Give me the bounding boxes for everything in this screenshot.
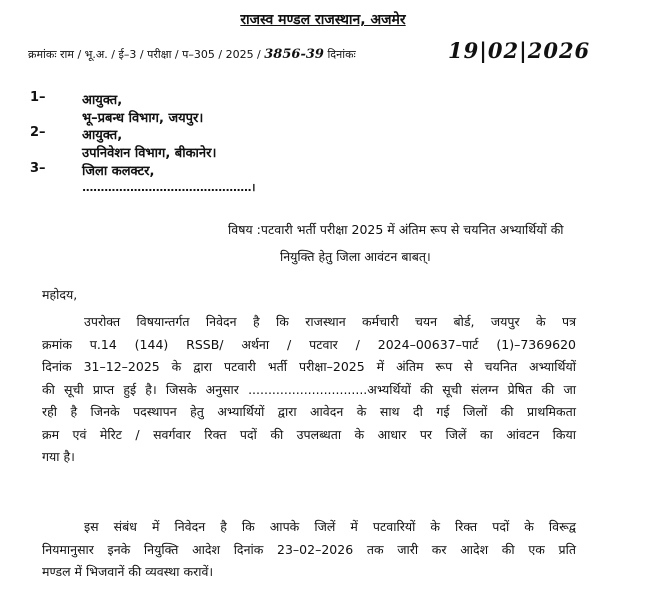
reference-line [28,47,356,62]
recipient-1-number: 1– [30,90,46,105]
reference-prefix: क्रमांकः राम / भू.अ. / ई–3 / परीक्षा / प–305 / 2025 / [28,48,261,61]
paragraph-2-line-3: मण्डल में भिजवानें की व्यवस्था करावें। [42,564,214,579]
subject-line-2: नियुक्ति हेतु जिला आवंटन बाबत्। [280,249,431,264]
subject-line-1: विषय :पटवारी भर्ती परीक्षा 2025 में अंतिम रूप से चयनित अभ्यार्थियों की [228,222,564,237]
recipient-1-line-2: भू–प्रबन्ध विभाग, जयपुर। [82,111,204,126]
salutation: महोदय, [42,287,78,302]
recipient-3-line-1: जिला कलक्टर, [82,164,155,179]
recipient-1-line-1: आयुक्त, [82,93,123,108]
recipient-2-line-1: आयुक्त, [82,128,123,143]
document-header [0,10,646,29]
handwritten-date: 19|02|2026 [448,38,591,63]
paragraph-1-line-2: क्रमांक प.14 (144) RSSB/ अर्थना / पटवार / 2024–00637–पार्ट (1)–7369620 [42,336,576,352]
date-label: दिनांकः [327,48,356,61]
paragraph-1-line-3: दिनांक 31–12–2025 के द्वारा पटवारी भर्ती परीक्षा–2025 में अंतिम रूप से चयनित अभ्यार्थियों [42,359,576,374]
paragraph-2-line-1: इस संबंध में निवेदन है कि आपके जिलें में पटवारियों के रिक्त पदों के विरूद्व [84,519,576,534]
recipient-3-line-2: ..............................................। [82,181,255,194]
paragraph-1-line-1: उपरोक्त विषयान्तर्गत निवेदन है कि राजस्थान कर्मचारी चयन बोर्ड, जयपुर के पत्र [84,314,576,329]
paragraph-1-line-7: गया है। [42,449,75,464]
paragraph-1-line-5: रही है जिनके पदस्थापन हेतु अभ्यार्थियों द्वारा आवेदन के साथ दी गई जिलों की प्राथमिकता [42,404,576,419]
paragraph-1-line-4: की सूची प्राप्त हुई है। जिसके अनुसार ..............................अभ्यर्थियों की सूची संलग्न प्रेषित की जा [42,381,576,397]
header-title: राजस्व मण्डल राजस्थान, अजमेर [240,12,406,28]
paragraph-1-line-6: क्रम एवं मेरिट / सवर्गवार रिक्त पदों की उपलब्धता के आधार पर जिलें का आंवटन किया [42,426,576,442]
body-paragraph-2 [42,516,576,584]
recipient-2-line-2: उपनिवेशन विभाग, बीकानेर। [82,146,217,161]
handwritten-reference-number: 3856-39 [264,47,324,62]
body-paragraph-1 [42,311,576,469]
recipient-3-number: 3– [30,161,46,176]
recipient-2-number: 2– [30,125,46,140]
paragraph-2-line-2: नियमानुसार इनके नियुक्ति आदेश दिनांक 23–02–2026 तक जारी कर आदेश की एक प्रति [42,541,576,557]
